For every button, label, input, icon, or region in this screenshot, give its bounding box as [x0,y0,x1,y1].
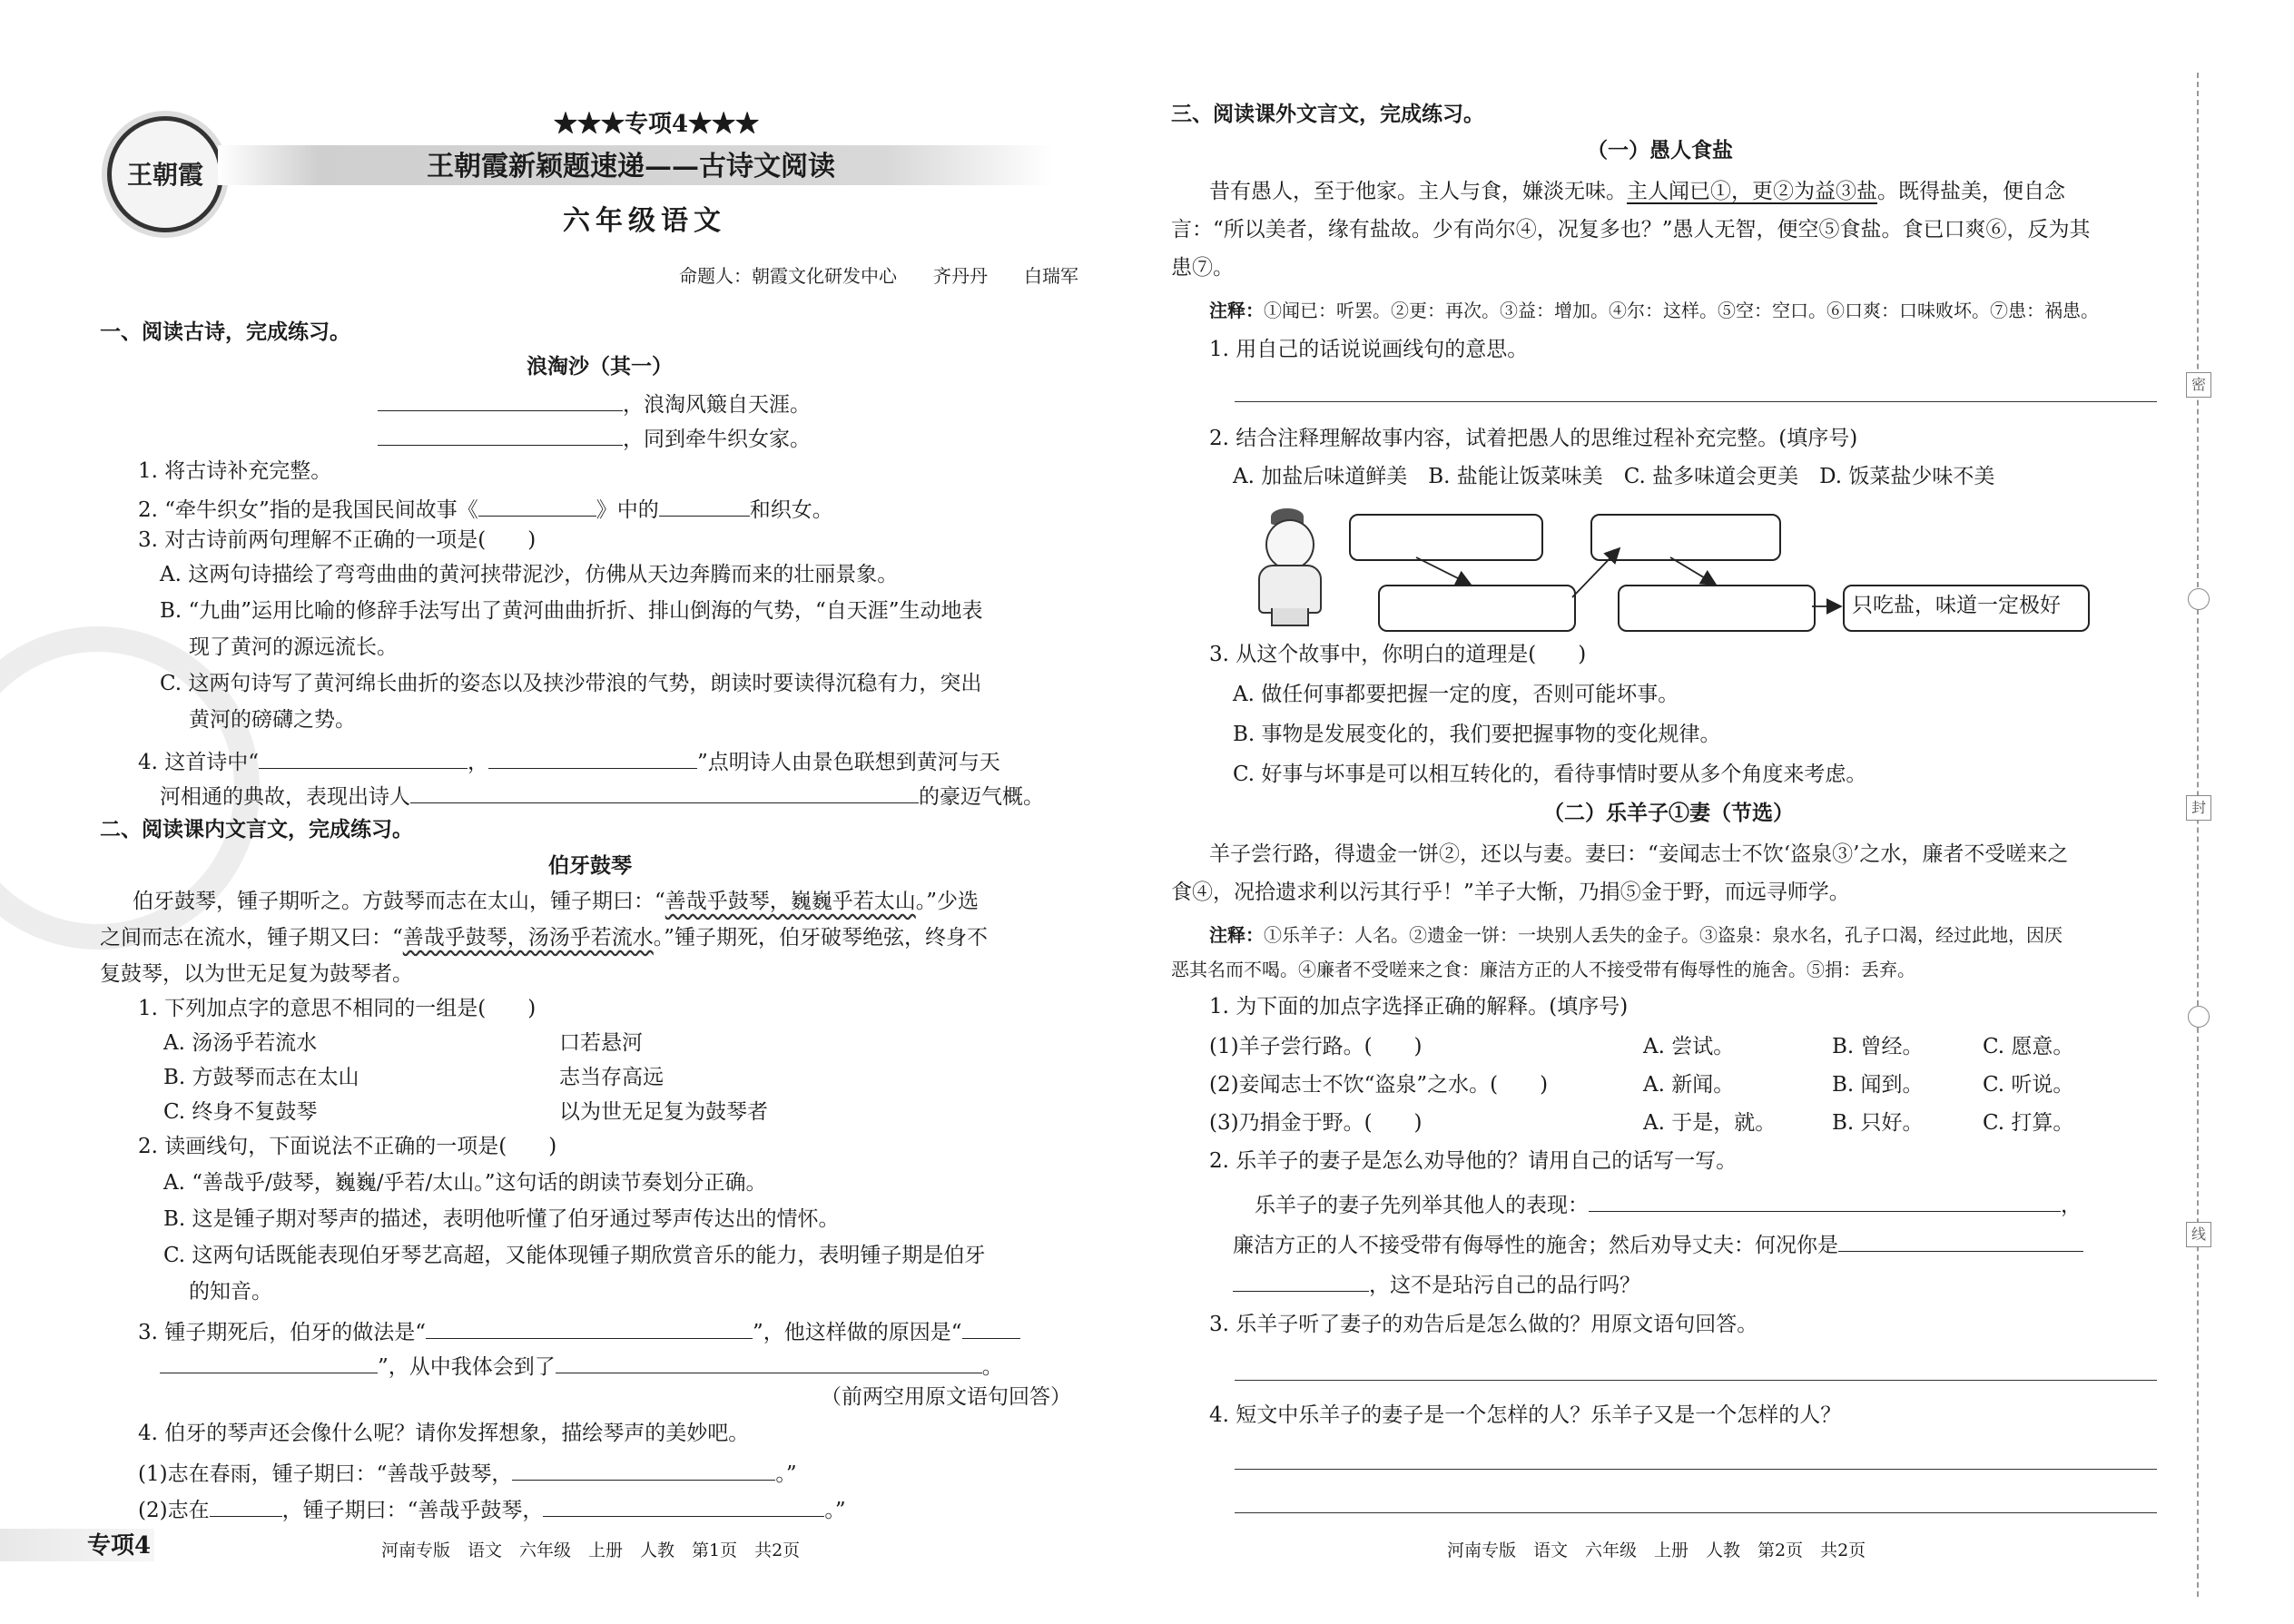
s3b-q1-row1-b: B. 曾经。 [1832,1035,1924,1058]
s3b-q4: 4. 短文中乐羊子的妻子是一个怎样的人？乐羊子又是一个怎样的人？ [1209,1403,1842,1427]
s3-heading: 三、阅读课外文言文，完成练习。 [1171,102,1484,126]
s3b-q4-answer-line-2[interactable] [1235,1512,2157,1513]
q2-blank-name[interactable] [659,494,750,517]
binding-dotted-line [2197,73,2199,1597]
page-title: 王朝霞新颖题速递——古诗文阅读 [427,151,835,182]
s2-q1-b-left: B. 方鼓琴而志在太山 [163,1066,359,1089]
binding-hole-1 [2188,588,2210,610]
s1-q3-option-b2: 现了黄河的源远流长。 [189,635,398,659]
s3b-q2: 2. 乐羊子的妻子是怎么劝导他的？请用自己的话写一写。 [1209,1149,1738,1173]
s2-q1: 1. 下列加点字的意思不相同的一组是( ) [138,997,537,1020]
poem-blank-1[interactable] [378,389,623,411]
s3b-notes-line1: 注释：①乐羊子：人名。②遗金一饼：一块别人丢失的金子。③盗泉：泉水名，孔子口渴，经过此地，因厌 [1209,924,2063,946]
s1-q1: 1. 将古诗补充完整。 [138,459,332,483]
q4-blank-3[interactable] [410,781,919,803]
s2-q3-note: （前两空用原文语句回答） [821,1385,1071,1409]
s1-q4-line1: 4. 这首诗中“ ， ”点明诗人由景色联想到黄河与天 [138,746,1000,776]
poem-blank-2[interactable] [378,423,623,446]
s3b-q2-blank-3[interactable] [1233,1269,1369,1292]
s3a-passage-line1: 昔有愚人，至于他家。主人与食，嫌淡无味。主人闻已①，更②为益③盐。既得盐美，便自念 [1209,180,2065,203]
right-footer: 河南专版 语文 六年级 上册 人教 第2页 共2页 [1447,1540,1866,1560]
q4-blank-2[interactable] [488,746,697,769]
boy-legs [1271,608,1309,626]
s2-q2-option-c1: C. 这两句话既能表现伯牙琴艺高超，又能体现锺子期欣赏音乐的能力，表明锺子期是伯牙 [163,1244,986,1267]
s2-q2-option-a: A. “善哉乎/鼓琴，巍巍/乎若/太山。”这句话的朗读节奏划分正确。 [163,1171,767,1195]
s2-q3-blank-3[interactable] [556,1351,982,1373]
binding-mark-line: 线 [2186,1222,2211,1247]
flow-box-4[interactable] [1618,585,1816,632]
s1-q3-option-c2: 黄河的磅礴之势。 [189,708,356,732]
logo-seal [107,116,223,232]
s2-q4-2: (2)志在 ，锺子期曰：“善哉乎鼓琴， 。” [138,1494,846,1524]
s3b-q1-row2-c: C. 听说。 [1983,1073,2074,1097]
left-footer: 河南专版 语文 六年级 上册 人教 第1页 共2页 [381,1540,801,1560]
s3b-q1-row1-stem: (1)羊子尝行路。( ) [1209,1035,1423,1058]
s3b-q1-row3-b: B. 只好。 [1832,1111,1924,1135]
s2-q3-line1: 3. 锺子期死后，伯牙的做法是“ ”，他这样做的原因是“ [138,1316,1020,1346]
s3a-passage-line3: 患⑦。 [1171,256,1234,280]
s3b-passage-line2: 食④，况拾遗求利以污其行乎！”羊子大惭，乃捐⑤金于野，而远寻师学。 [1171,881,1850,904]
s2-q1-c-left: C. 终身不复鼓琴 [163,1100,318,1124]
s1-heading: 一、阅读古诗，完成练习。 [100,320,350,344]
boy-head [1265,519,1314,570]
flow-final-label: 只吃盐，味道一定极好 [1852,594,2061,617]
authors-line: 命题人：朝霞文化研发中心 齐丹丹 白瑞军 [679,265,1078,287]
s3b-q1: 1. 为下面的加点字选择正确的解释。(填序号) [1209,995,1629,1019]
s2-q1-b-right: 志当存高远 [559,1066,664,1089]
s1-q3: 3. 对古诗前两句理解不正确的一项是( ) [138,528,537,552]
s3b-notes-line2: 恶其名而不喝。④廉者不受嗟来之食：廉洁方正的人不接受带有侮辱性的施舍。⑤捐：丢弃。 [1171,959,1915,980]
s2-q4-2-blank-desc[interactable] [543,1494,824,1517]
s3b-q1-row2-stem: (2)妾闻志士不饮“盗泉”之水。( ) [1209,1073,1549,1097]
s3a-q1-answer-line[interactable] [1235,401,2157,402]
flow-box-1[interactable] [1349,514,1543,561]
s2-q2: 2. 读画线句，下面说法不正确的一项是( ) [138,1135,557,1158]
s1-q3-option-b1: B. “九曲”运用比喻的修辞手法写出了黄河曲曲折折、排山倒海的气势，“自天涯”生动地表 [160,599,983,623]
page-subtitle: 六年级语文 [563,205,726,237]
s2-q4: 4. 伯牙的琴声还会像什么呢？请你发挥想象，描绘琴声的美妙吧。 [138,1422,750,1445]
s2-q2-option-c2: 的知音。 [189,1280,272,1304]
s1-poem-title: 浪淘沙（其一） [527,354,673,379]
s3a-q1: 1. 用自己的话说说画线句的意思。 [1209,338,1529,361]
s3b-q2-line2: 廉洁方正的人不接受带有侮辱性的施舍；然后劝导丈夫：何况你是 [1233,1229,2083,1259]
s2-q1-a-right: 口若悬河 [559,1031,643,1055]
logo-text: 王朝霞 [126,160,203,190]
s3b-title: （二）乐羊子①妻（节选） [1543,801,1794,825]
poem-line-2: ，同到牵牛织女家。 [378,423,811,453]
s2-passage-line1: 伯牙鼓琴，锺子期听之。方鼓琴而志在太山，锺子期曰：“善哉乎鼓琴，巍巍乎若太山。”少选 [133,890,980,913]
s3b-q3: 3. 乐羊子听了妻子的劝告后是怎么做的？用原文语句回答。 [1209,1313,1758,1336]
s3a-q3-option-b: B. 事物是发展变化的，我们要把握事物的变化规律。 [1233,723,1721,746]
s2-passage-line2: 之间而志在流水，锺子期又曰：“善哉乎鼓琴，汤汤乎若流水。”锺子期死，伯牙破琴绝弦，终身不 [100,926,989,950]
s3a-notes: 注释：①闻已：听罢。②更：再次。③益：增加。④尔：这样。⑤空：空口。⑥口爽：口味败坏。⑦患：祸患。 [1209,300,2099,321]
s3a-q3: 3. 从这个故事中，你明白的道理是( ) [1209,643,1587,666]
s2-q3-blank-1[interactable] [426,1316,753,1339]
s3b-q2-blank-1[interactable] [1589,1189,2061,1212]
s3a-title: （一）愚人食盐 [1587,138,1733,162]
flow-arrow-3 [1670,557,1716,585]
s2-passage-line3: 复鼓琴，以为世无足复为鼓琴者。 [100,962,413,986]
s2-q4-1-blank[interactable] [512,1458,775,1481]
flow-box-2[interactable] [1378,585,1576,632]
s3b-q2-line1: 乐羊子的妻子先列举其他人的表现： ， [1255,1189,2082,1219]
s2-q4-2-blank-topic[interactable] [210,1494,282,1517]
s1-q3-option-a: A. 这两句诗描绘了弯弯曲曲的黄河挟带泥沙，仿佛从天边奔腾而来的壮丽景象。 [160,563,899,586]
s1-q4-line2: 河相通的典故，表现出诗人 的豪迈气概。 [160,781,1044,811]
poem-line-1: ，浪淘风簸自天涯。 [378,389,811,418]
s3b-q4-answer-line-1[interactable] [1235,1469,2157,1470]
s3a-q2: 2. 结合注释理解故事内容，试着把愚人的思维过程补充完整。(填序号) [1209,427,1858,450]
s2-q3-line2: ”，从中我体会到了 。 [160,1351,1003,1381]
s2-q2-option-b: B. 这是锺子期对琴声的描述，表明他听懂了伯牙通过琴声传达出的情怀。 [163,1207,840,1231]
s3b-q1-row2-a: A. 新闻。 [1643,1073,1735,1097]
s2-q3-blank-2a[interactable] [962,1316,1020,1339]
s3b-q2-blank-2[interactable] [1838,1229,2083,1252]
s3b-q1-row1-a: A. 尝试。 [1643,1035,1735,1058]
binding-hole-2 [2188,1006,2210,1028]
s3a-q3-option-c: C. 好事与坏事是可以相互转化的，看待事情时要从多个角度来考虑。 [1233,763,1867,786]
s2-q1-a-left: A. 汤汤乎若流水 [163,1031,318,1055]
s3b-q1-row1-c: C. 愿意。 [1983,1035,2074,1058]
s3a-passage-line2: 言：“所以美者，缘有盐故。少有尚尔④，况复多也？”愚人无智，便空⑤食盐。食已口爽⑥，反为其 [1171,218,2091,241]
s2-q4-1: (1)志在春雨，锺子期曰：“善哉乎鼓琴， 。” [138,1458,797,1488]
s3a-q3-option-a: A. 做任何事都要把握一定的度，否则可能坏事。 [1233,683,1679,706]
flow-arrow-1 [1416,557,1471,585]
s3b-passage-line1: 羊子尝行路，得遗金一饼②，还以与妻。妻曰：“妾闻志士不饮‘盗泉③’之水，廉者不受嗟来之 [1209,842,2069,866]
s3b-q1-row3-stem: (3)乃捐金于野。( ) [1209,1111,1423,1135]
s3b-q1-row3-a: A. 于是，就。 [1643,1111,1777,1135]
binding-mark-close: 封 [2186,795,2211,821]
section-badge: ★★★专项4★★★ [554,111,760,138]
s3b-q3-answer-line[interactable] [1235,1380,2157,1381]
boy-figure [1245,508,1333,626]
s2-q3-blank-2b[interactable] [160,1351,378,1373]
q2-blank-story[interactable] [478,494,596,517]
s3b-q2-line3: ，这不是玷污自己的品行吗？ [1233,1269,1640,1299]
flow-box-3[interactable] [1590,514,1781,561]
boy-body [1258,565,1322,614]
s3b-q1-row3-c: C. 打算。 [1983,1111,2074,1135]
s3a-q2-options: A. 加盐后味道鲜美 B. 盐能让饭菜味美 C. 盐多味道会更美 D. 饭菜盐少味不美 [1233,465,1995,488]
s2-q1-c-right: 以为世无足复为鼓琴者 [559,1100,768,1124]
q4-blank-1[interactable] [259,746,468,769]
footer-section-label: 专项4 [87,1532,152,1560]
binding-mark-seal: 密 [2186,372,2211,398]
s1-q3-option-c1: C. 这两句诗写了黄河绵长曲折的姿态以及挟沙带浪的气势，朗读时要读得沉稳有力，突出 [160,672,982,695]
s2-heading: 二、阅读课内文言文，完成练习。 [100,817,413,842]
s3b-q1-row2-b: B. 闻到。 [1832,1073,1924,1097]
s1-q2: 2. “牵牛织女”指的是我国民间故事《 》中的 和织女。 [138,494,833,524]
s2-title: 伯牙鼓琴 [548,853,632,878]
